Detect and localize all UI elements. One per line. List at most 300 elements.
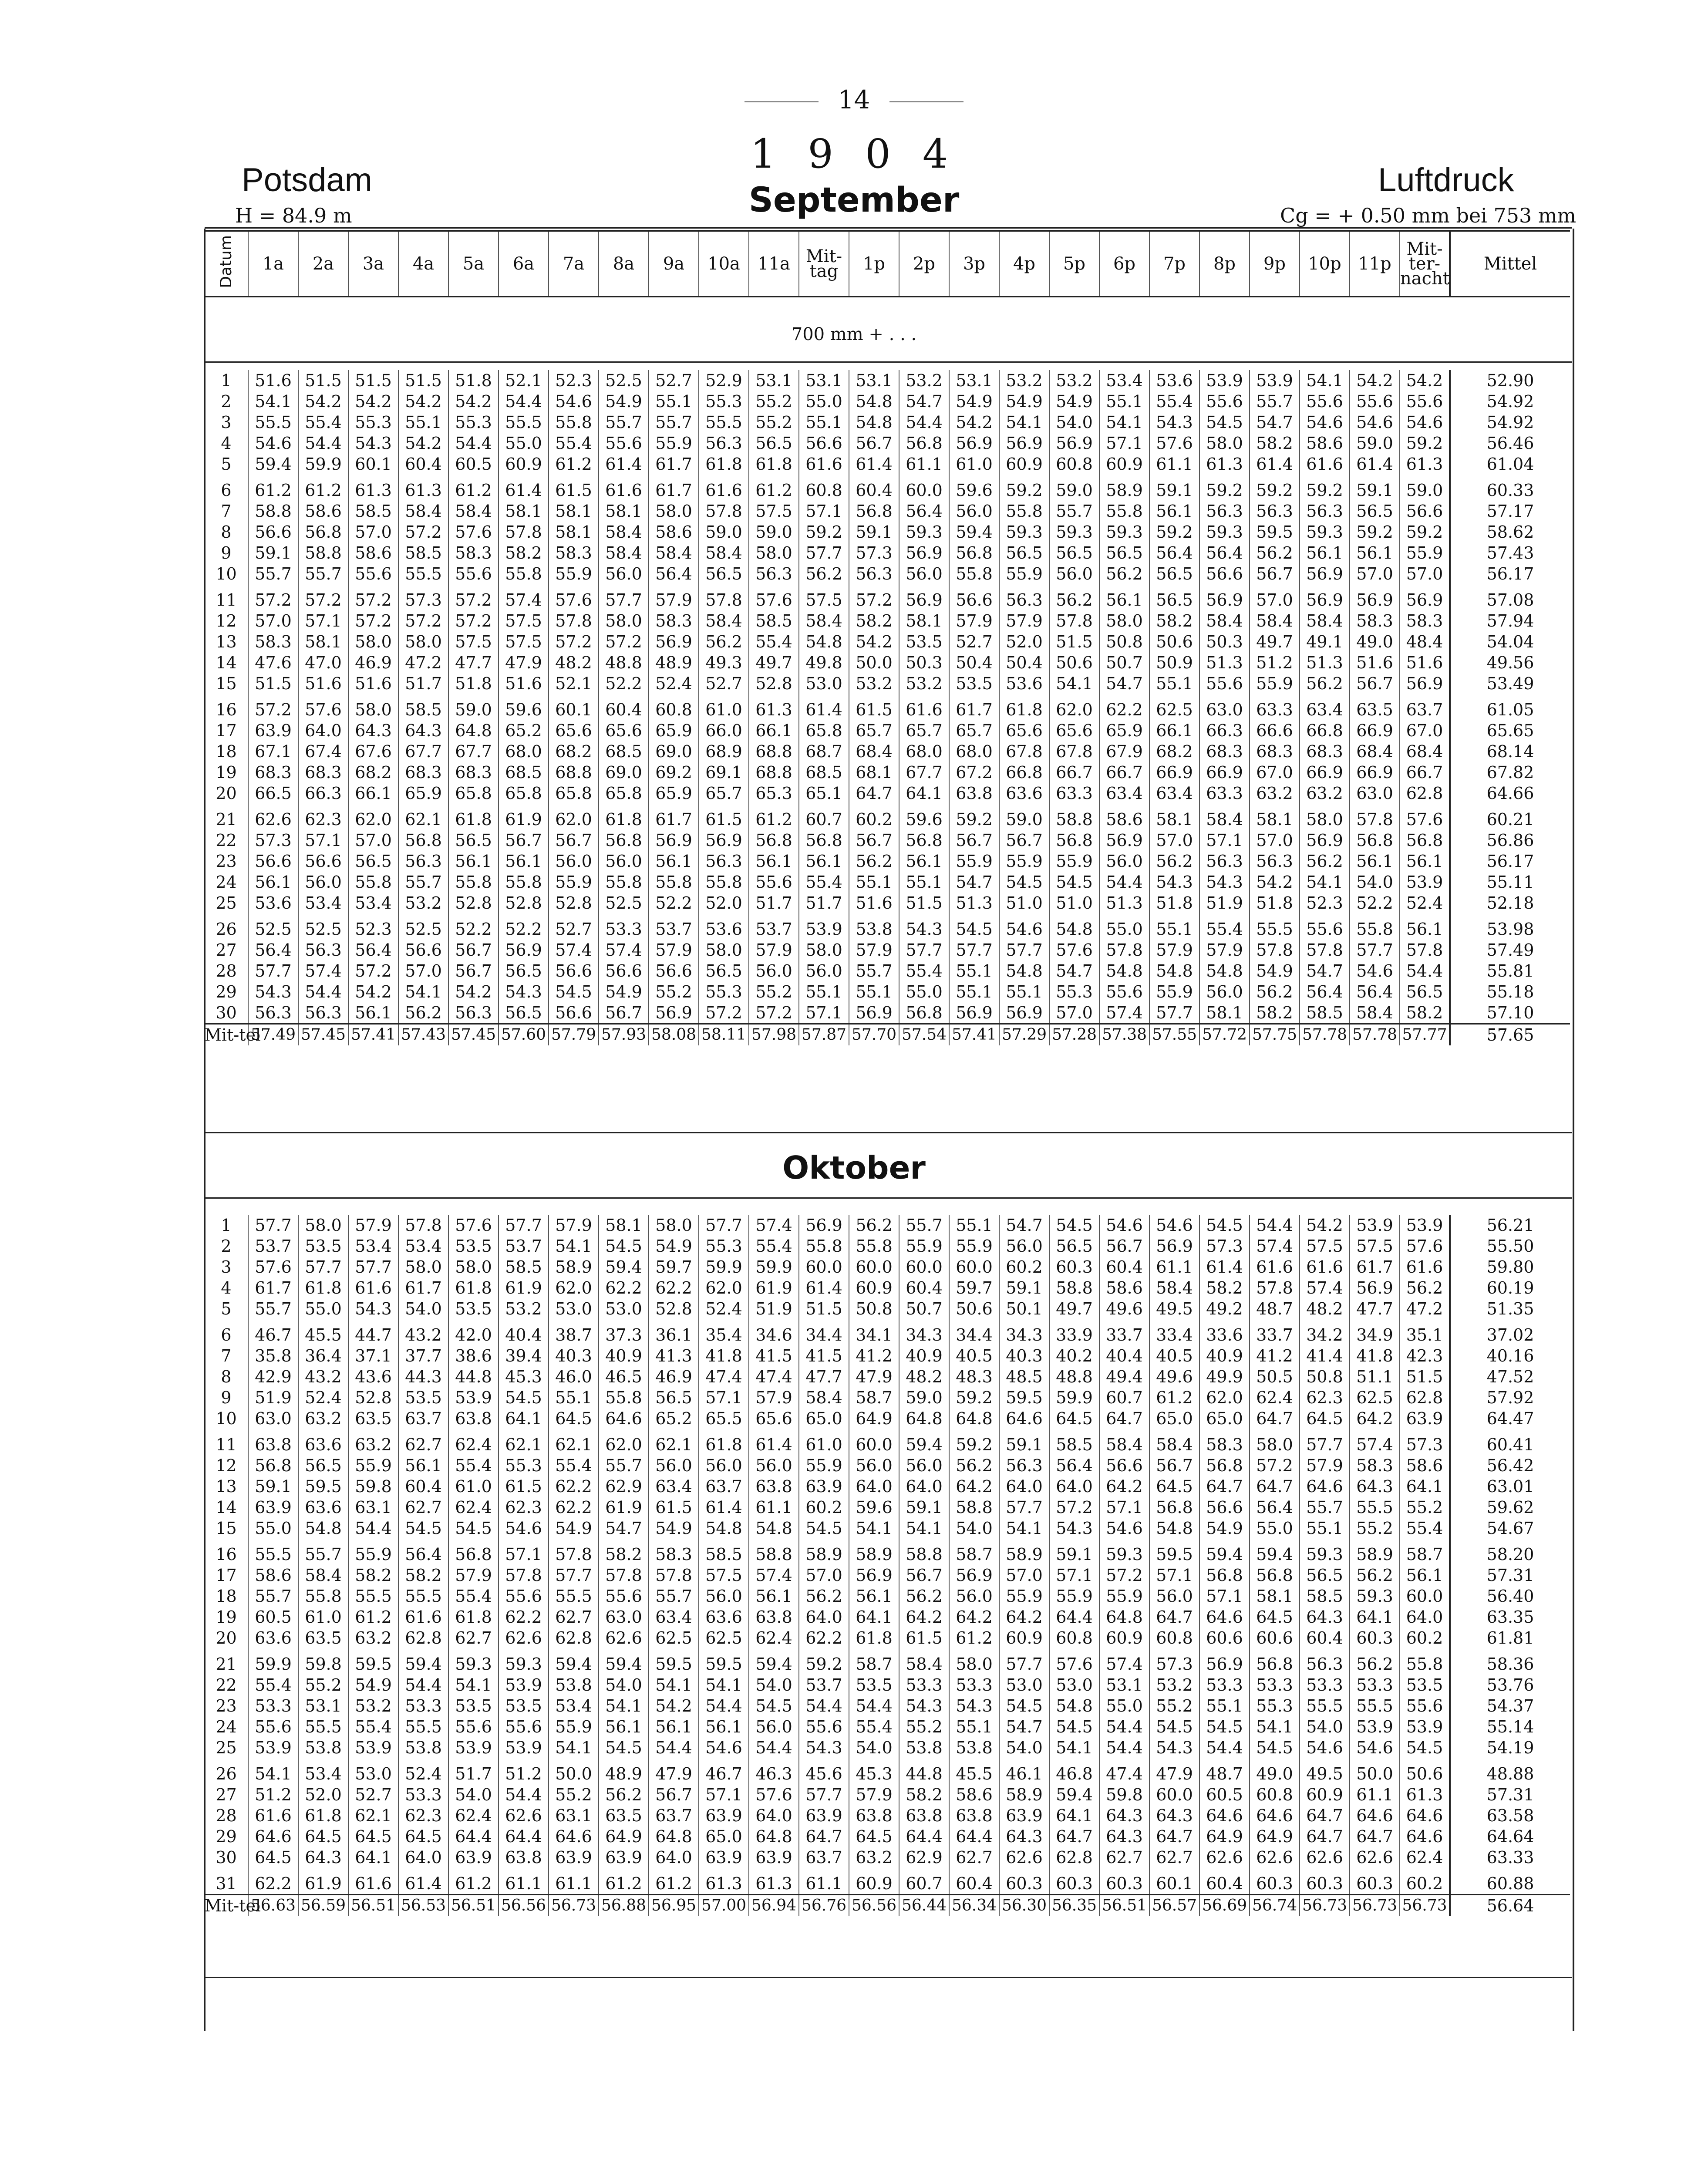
day-cell: 30 bbox=[216, 1848, 237, 1867]
value-cell: 68.3 bbox=[1250, 741, 1300, 762]
value-cell: 54.7 bbox=[999, 1215, 1049, 1236]
value-cell: 56.2 bbox=[1300, 673, 1350, 694]
value-cell: 69.1 bbox=[699, 762, 749, 783]
value-cell: 53.6 bbox=[999, 673, 1049, 694]
value-cell: 57.8 bbox=[1250, 1277, 1300, 1298]
value-cell: 60.0 bbox=[899, 480, 949, 501]
value-cell: 53.9 bbox=[499, 1737, 549, 1758]
value-cell: 53.9 bbox=[1400, 1215, 1450, 1236]
value-cell: 65.8 bbox=[799, 720, 849, 741]
value-cell: 58.6 bbox=[298, 501, 348, 522]
table-row bbox=[205, 1805, 1570, 1826]
value-cell: 56.9 bbox=[649, 830, 699, 851]
value-cell: 58.4 bbox=[1199, 809, 1250, 830]
value-cell: 58.1 bbox=[499, 501, 549, 522]
value-cell: 53.0 bbox=[549, 1298, 599, 1319]
value-cell: 63.3 bbox=[1049, 783, 1099, 804]
table-row bbox=[205, 1518, 1570, 1539]
value-cell: 59.5 bbox=[348, 1654, 398, 1675]
value-cell: 54.3 bbox=[949, 1695, 999, 1716]
value-cell: 59.5 bbox=[999, 1387, 1049, 1408]
value-cell: 57.8 bbox=[1300, 940, 1350, 960]
header-hour: 9p bbox=[1250, 231, 1300, 297]
day-cell: 8 bbox=[221, 522, 232, 542]
value-cell: 51.6 bbox=[298, 673, 348, 694]
value-cell: 56.3 bbox=[999, 1455, 1049, 1476]
value-cell: 56.9 bbox=[1350, 590, 1400, 610]
value-cell: 54.8 bbox=[799, 631, 849, 652]
value-cell: 64.2 bbox=[1350, 1408, 1400, 1429]
value-cell: 52.3 bbox=[348, 919, 398, 940]
value-cell: 62.5 bbox=[699, 1628, 749, 1648]
value-cell: 53.8 bbox=[298, 1737, 348, 1758]
value-cell: 54.4 bbox=[1199, 1737, 1250, 1758]
value-cell: 59.1 bbox=[849, 522, 899, 543]
value-cell: 54.0 bbox=[1049, 412, 1099, 433]
value-cell: 56.5 bbox=[1300, 1565, 1350, 1586]
value-cell: 55.5 bbox=[298, 1716, 348, 1737]
value-cell: 58.0 bbox=[1099, 610, 1149, 631]
value-cell: 50.6 bbox=[1400, 1763, 1450, 1784]
value-cell: 57.1 bbox=[1199, 830, 1250, 851]
value-cell: 58.6 bbox=[1099, 1277, 1149, 1298]
value-cell: 62.7 bbox=[549, 1607, 599, 1628]
value-cell: 64.1 bbox=[1350, 1607, 1400, 1628]
value-cell: 62.2 bbox=[549, 1476, 599, 1497]
value-cell: 55.5 bbox=[398, 1716, 448, 1737]
value-cell: 42.9 bbox=[248, 1366, 298, 1387]
value-cell: 54.9 bbox=[348, 1675, 398, 1695]
value-cell: 56.5 bbox=[348, 851, 398, 872]
value-cell: 64.6 bbox=[599, 1408, 649, 1429]
table-row bbox=[205, 673, 1570, 694]
value-cell: 55.6 bbox=[799, 1716, 849, 1737]
value-cell: 49.7 bbox=[1049, 1298, 1099, 1319]
value-cell: 54.8 bbox=[1149, 1518, 1199, 1539]
table-row bbox=[205, 919, 1570, 940]
value-cell: 54.4 bbox=[1099, 872, 1149, 893]
value-cell: 61.2 bbox=[549, 454, 599, 475]
value-cell: 61.5 bbox=[699, 809, 749, 830]
value-cell: 64.7 bbox=[1199, 1476, 1250, 1497]
value-cell: 59.9 bbox=[248, 1654, 298, 1675]
value-cell: 67.2 bbox=[949, 762, 999, 783]
value-cell: 54.1 bbox=[398, 981, 448, 1002]
hourly-mean-cell: 56.74 bbox=[1250, 1895, 1300, 1917]
value-cell: 60.4 bbox=[1300, 1628, 1350, 1648]
value-cell: 56.6 bbox=[398, 940, 448, 960]
value-cell: 63.1 bbox=[549, 1805, 599, 1826]
value-cell: 51.3 bbox=[1300, 652, 1350, 673]
value-cell: 54.5 bbox=[1400, 1737, 1450, 1758]
value-cell: 59.1 bbox=[999, 1277, 1049, 1298]
value-cell: 59.7 bbox=[949, 1277, 999, 1298]
value-cell: 41.2 bbox=[849, 1345, 899, 1366]
value-cell: 58.5 bbox=[1300, 1002, 1350, 1024]
table-row bbox=[205, 454, 1570, 475]
value-cell: 59.3 bbox=[1300, 1544, 1350, 1565]
day-cell: 5 bbox=[221, 1299, 232, 1318]
value-cell: 60.1 bbox=[348, 454, 398, 475]
value-cell: 59.3 bbox=[1300, 522, 1350, 543]
value-cell: 56.1 bbox=[749, 851, 799, 872]
value-cell: 56.6 bbox=[649, 960, 699, 981]
value-cell: 55.1 bbox=[1149, 919, 1199, 940]
value-cell: 56.0 bbox=[1099, 851, 1149, 872]
value-cell: 63.9 bbox=[1400, 1408, 1450, 1429]
daily-mean-cell: 55.11 bbox=[1450, 872, 1570, 893]
value-cell: 60.5 bbox=[448, 454, 499, 475]
day-cell: 7 bbox=[221, 1346, 232, 1365]
value-cell: 62.8 bbox=[1049, 1847, 1099, 1868]
value-cell: 61.1 bbox=[799, 1873, 849, 1895]
value-cell: 61.0 bbox=[799, 1434, 849, 1455]
value-cell: 59.6 bbox=[849, 1497, 899, 1518]
top-rule bbox=[205, 227, 1572, 229]
daily-mean-cell: 64.66 bbox=[1450, 783, 1570, 804]
value-cell: 57.4 bbox=[549, 940, 599, 960]
value-cell: 40.4 bbox=[1099, 1345, 1149, 1366]
value-cell: 57.2 bbox=[248, 699, 298, 720]
value-cell: 54.4 bbox=[1400, 960, 1450, 981]
value-cell: 57.1 bbox=[1149, 1565, 1199, 1586]
value-cell: 43.6 bbox=[348, 1366, 398, 1387]
value-cell: 53.3 bbox=[949, 1675, 999, 1695]
day-cell: 11 bbox=[216, 590, 237, 610]
value-cell: 69.2 bbox=[649, 762, 699, 783]
table-row bbox=[205, 1387, 1570, 1408]
unit-row: 700 mm + . . . bbox=[791, 324, 917, 344]
table-row bbox=[205, 1565, 1570, 1586]
value-cell: 53.2 bbox=[899, 370, 949, 391]
day-cell: 20 bbox=[216, 1628, 237, 1648]
value-cell: 51.2 bbox=[1250, 652, 1300, 673]
value-cell: 54.5 bbox=[599, 1236, 649, 1257]
hourly-mean-cell: 57.43 bbox=[398, 1024, 448, 1046]
value-cell: 65.0 bbox=[699, 1826, 749, 1847]
value-cell: 53.1 bbox=[749, 370, 799, 391]
value-cell: 61.4 bbox=[1350, 454, 1400, 475]
value-cell: 55.6 bbox=[248, 1716, 298, 1737]
value-cell: 57.2 bbox=[448, 590, 499, 610]
hourly-mean-cell: 56.76 bbox=[799, 1895, 849, 1917]
value-cell: 52.5 bbox=[248, 919, 298, 940]
value-cell: 53.9 bbox=[799, 919, 849, 940]
value-cell: 56.9 bbox=[899, 543, 949, 563]
value-cell: 56.6 bbox=[248, 851, 298, 872]
value-cell: 59.4 bbox=[248, 454, 298, 475]
value-cell: 60.5 bbox=[1199, 1784, 1250, 1805]
value-cell: 64.7 bbox=[799, 1826, 849, 1847]
table-row bbox=[205, 960, 1570, 981]
value-cell: 63.6 bbox=[248, 1628, 298, 1648]
value-cell: 56.3 bbox=[999, 590, 1049, 610]
daily-mean-cell: 60.19 bbox=[1450, 1277, 1570, 1298]
value-cell: 53.6 bbox=[699, 919, 749, 940]
value-cell: 61.0 bbox=[949, 454, 999, 475]
header-hour: 2p bbox=[899, 231, 949, 297]
column-header bbox=[205, 230, 1570, 297]
value-cell: 58.9 bbox=[1350, 1544, 1400, 1565]
value-cell: 61.2 bbox=[749, 480, 799, 501]
value-cell: 56.0 bbox=[1049, 563, 1099, 584]
value-cell: 64.5 bbox=[1149, 1476, 1199, 1497]
value-cell: 60.4 bbox=[599, 699, 649, 720]
daily-mean-cell: 61.81 bbox=[1450, 1628, 1570, 1648]
hourly-mean-cell: 56.73 bbox=[1300, 1895, 1350, 1917]
daily-mean-cell: 59.62 bbox=[1450, 1497, 1570, 1518]
value-cell: 63.7 bbox=[799, 1847, 849, 1868]
daily-mean-cell: 57.92 bbox=[1450, 1387, 1570, 1408]
value-cell: 61.7 bbox=[1350, 1257, 1400, 1277]
value-cell: 67.8 bbox=[1049, 741, 1099, 762]
value-cell: 53.9 bbox=[1350, 1215, 1400, 1236]
value-cell: 55.9 bbox=[348, 1544, 398, 1565]
value-cell: 63.9 bbox=[699, 1805, 749, 1826]
value-cell: 64.8 bbox=[448, 720, 499, 741]
value-cell: 64.1 bbox=[499, 1408, 549, 1429]
value-cell: 59.2 bbox=[949, 1434, 999, 1455]
value-cell: 54.4 bbox=[298, 433, 348, 454]
value-cell: 61.2 bbox=[1149, 1387, 1199, 1408]
value-cell: 66.9 bbox=[1350, 720, 1400, 741]
day-cell: 29 bbox=[216, 982, 237, 1001]
value-cell: 56.1 bbox=[1300, 543, 1350, 563]
value-cell: 62.0 bbox=[1199, 1387, 1250, 1408]
table-row bbox=[205, 522, 1570, 543]
value-cell: 46.9 bbox=[348, 652, 398, 673]
value-cell: 54.1 bbox=[849, 1518, 899, 1539]
value-cell: 63.2 bbox=[1300, 783, 1350, 804]
value-cell: 58.8 bbox=[1049, 809, 1099, 830]
value-cell: 56.7 bbox=[1149, 1455, 1199, 1476]
rule-left bbox=[745, 101, 819, 102]
value-cell: 55.2 bbox=[899, 1716, 949, 1737]
value-cell: 55.3 bbox=[448, 412, 499, 433]
table-row bbox=[205, 610, 1570, 631]
day-cell: 27 bbox=[216, 1785, 237, 1804]
table-row bbox=[205, 1628, 1570, 1648]
value-cell: 57.2 bbox=[398, 522, 448, 543]
value-cell: 60.8 bbox=[1149, 1628, 1199, 1648]
value-cell: 53.4 bbox=[348, 1236, 398, 1257]
value-cell: 59.9 bbox=[1049, 1387, 1099, 1408]
day-cell: 8 bbox=[221, 1367, 232, 1386]
value-cell: 57.7 bbox=[999, 1497, 1049, 1518]
value-cell: 64.5 bbox=[398, 1826, 448, 1847]
value-cell: 54.9 bbox=[1049, 391, 1099, 412]
table-row bbox=[205, 1586, 1570, 1607]
value-cell: 63.2 bbox=[849, 1847, 899, 1868]
value-cell: 52.0 bbox=[298, 1784, 348, 1805]
value-cell: 61.7 bbox=[649, 480, 699, 501]
value-cell: 64.3 bbox=[1300, 1607, 1350, 1628]
value-cell: 55.6 bbox=[1199, 391, 1250, 412]
value-cell: 48.7 bbox=[1199, 1763, 1250, 1784]
day-cell: 3 bbox=[221, 1257, 232, 1277]
value-cell: 59.1 bbox=[1049, 1544, 1099, 1565]
value-cell: 56.9 bbox=[1300, 590, 1350, 610]
value-cell: 54.0 bbox=[1350, 872, 1400, 893]
value-cell: 56.8 bbox=[899, 433, 949, 454]
day-cell: 22 bbox=[216, 831, 237, 850]
value-cell: 54.4 bbox=[1099, 1737, 1149, 1758]
hourly-mean-cell: 57.41 bbox=[949, 1024, 999, 1046]
value-cell: 53.5 bbox=[448, 1298, 499, 1319]
value-cell: 67.7 bbox=[398, 741, 448, 762]
value-cell: 52.8 bbox=[649, 1298, 699, 1319]
value-cell: 60.3 bbox=[1099, 1873, 1149, 1895]
value-cell: 63.9 bbox=[799, 1476, 849, 1497]
hourly-mean-cell: 57.72 bbox=[1199, 1024, 1250, 1046]
value-cell: 45.3 bbox=[499, 1366, 549, 1387]
value-cell: 57.8 bbox=[398, 1215, 448, 1236]
value-cell: 57.2 bbox=[398, 610, 448, 631]
value-cell: 55.9 bbox=[549, 872, 599, 893]
value-cell: 64.2 bbox=[999, 1607, 1049, 1628]
value-cell: 62.4 bbox=[749, 1628, 799, 1648]
value-cell: 60.4 bbox=[1099, 1257, 1149, 1277]
value-cell: 56.1 bbox=[348, 1002, 398, 1024]
value-cell: 57.1 bbox=[1099, 433, 1149, 454]
value-cell: 55.7 bbox=[899, 1215, 949, 1236]
day-cell: 9 bbox=[221, 1388, 232, 1407]
value-cell: 52.7 bbox=[348, 1784, 398, 1805]
value-cell: 55.9 bbox=[1250, 673, 1300, 694]
value-cell: 63.4 bbox=[1149, 783, 1199, 804]
value-cell: 62.3 bbox=[298, 809, 348, 830]
day-cell: 4 bbox=[221, 1278, 232, 1297]
value-cell: 55.7 bbox=[248, 1298, 298, 1319]
value-cell: 51.6 bbox=[499, 673, 549, 694]
value-cell: 57.1 bbox=[699, 1387, 749, 1408]
value-cell: 57.8 bbox=[649, 1565, 699, 1586]
value-cell: 37.7 bbox=[398, 1345, 448, 1366]
value-cell: 58.2 bbox=[1199, 1277, 1250, 1298]
value-cell: 56.1 bbox=[749, 1586, 799, 1607]
value-cell: 54.8 bbox=[1199, 960, 1250, 981]
value-cell: 65.3 bbox=[749, 783, 799, 804]
value-cell: 50.3 bbox=[1199, 631, 1250, 652]
value-cell: 54.9 bbox=[1250, 960, 1300, 981]
value-cell: 55.1 bbox=[949, 1215, 999, 1236]
value-cell: 57.0 bbox=[1250, 830, 1300, 851]
value-cell: 64.5 bbox=[549, 1408, 599, 1429]
value-cell: 52.4 bbox=[298, 1387, 348, 1408]
value-cell: 58.4 bbox=[1250, 610, 1300, 631]
value-cell: 56.3 bbox=[749, 563, 799, 584]
value-cell: 54.4 bbox=[1250, 1215, 1300, 1236]
hourly-mean-cell: 57.87 bbox=[799, 1024, 849, 1046]
header-hour: 8a bbox=[599, 231, 649, 297]
value-cell: 56.5 bbox=[1350, 501, 1400, 522]
value-cell: 61.9 bbox=[499, 809, 549, 830]
day-cell: 1 bbox=[221, 371, 232, 390]
monthly-mean-cell: 56.64 bbox=[1450, 1895, 1570, 1917]
daily-mean-cell: 54.37 bbox=[1450, 1695, 1570, 1716]
value-cell: 55.9 bbox=[649, 433, 699, 454]
value-cell: 55.4 bbox=[549, 433, 599, 454]
daily-mean-cell: 54.67 bbox=[1450, 1518, 1570, 1539]
day-cell: 2 bbox=[221, 1237, 232, 1256]
value-cell: 60.4 bbox=[849, 480, 899, 501]
day-cell: 23 bbox=[216, 1696, 237, 1715]
value-cell: 57.7 bbox=[799, 543, 849, 563]
value-cell: 67.8 bbox=[999, 741, 1049, 762]
value-cell: 57.7 bbox=[599, 590, 649, 610]
value-cell: 40.3 bbox=[549, 1345, 599, 1366]
value-cell: 56.7 bbox=[849, 433, 899, 454]
value-cell: 66.7 bbox=[1099, 762, 1149, 783]
value-cell: 55.4 bbox=[298, 412, 348, 433]
value-cell: 45.5 bbox=[949, 1763, 999, 1784]
value-cell: 49.6 bbox=[1149, 1366, 1199, 1387]
value-cell: 58.9 bbox=[999, 1784, 1049, 1805]
value-cell: 54.7 bbox=[1300, 960, 1350, 981]
value-cell: 41.2 bbox=[1250, 1345, 1300, 1366]
value-cell: 65.6 bbox=[549, 720, 599, 741]
value-cell: 55.0 bbox=[1099, 919, 1149, 940]
value-cell: 51.7 bbox=[799, 893, 849, 913]
value-cell: 65.6 bbox=[749, 1408, 799, 1429]
value-cell: 66.1 bbox=[749, 720, 799, 741]
value-cell: 54.0 bbox=[448, 1784, 499, 1805]
value-cell: 66.9 bbox=[1300, 762, 1350, 783]
value-cell: 58.5 bbox=[398, 699, 448, 720]
value-cell: 56.2 bbox=[1250, 543, 1300, 563]
value-cell: 55.3 bbox=[348, 412, 398, 433]
value-cell: 52.7 bbox=[699, 673, 749, 694]
value-cell: 53.6 bbox=[248, 893, 298, 913]
value-cell: 54.6 bbox=[699, 1737, 749, 1758]
value-cell: 56.7 bbox=[499, 830, 549, 851]
value-cell: 58.2 bbox=[1400, 1002, 1450, 1024]
daily-mean-cell: 64.64 bbox=[1450, 1826, 1570, 1847]
value-cell: 57.0 bbox=[1400, 563, 1450, 584]
value-cell: 66.7 bbox=[1049, 762, 1099, 783]
value-cell: 35.4 bbox=[699, 1324, 749, 1345]
value-cell: 60.7 bbox=[1099, 1387, 1149, 1408]
value-cell: 60.7 bbox=[899, 1873, 949, 1895]
value-cell: 57.0 bbox=[799, 1565, 849, 1586]
value-cell: 61.4 bbox=[499, 480, 549, 501]
value-cell: 67.0 bbox=[1250, 762, 1300, 783]
value-cell: 61.4 bbox=[799, 1277, 849, 1298]
value-cell: 49.0 bbox=[1250, 1763, 1300, 1784]
value-cell: 65.8 bbox=[599, 783, 649, 804]
value-cell: 61.8 bbox=[849, 1628, 899, 1648]
value-cell: 58.4 bbox=[799, 1387, 849, 1408]
header-hour: 5a bbox=[448, 231, 499, 297]
hourly-mean-cell: 56.59 bbox=[298, 1895, 348, 1917]
value-cell: 53.1 bbox=[799, 370, 849, 391]
value-cell: 55.7 bbox=[1300, 1497, 1350, 1518]
value-cell: 56.6 bbox=[549, 960, 599, 981]
value-cell: 61.8 bbox=[448, 809, 499, 830]
value-cell: 56.5 bbox=[298, 1455, 348, 1476]
value-cell: 60.3 bbox=[1300, 1873, 1350, 1895]
value-cell: 63.8 bbox=[749, 1476, 799, 1497]
value-cell: 61.4 bbox=[398, 1873, 448, 1895]
value-cell: 58.3 bbox=[1199, 1434, 1250, 1455]
value-cell: 55.8 bbox=[699, 872, 749, 893]
value-cell: 61.6 bbox=[799, 454, 849, 475]
gravity-correction: Cg = + 0.50 mm bei 753 mm bbox=[1280, 204, 1577, 227]
value-cell: 57.9 bbox=[749, 1387, 799, 1408]
value-cell: 54.5 bbox=[749, 1695, 799, 1716]
value-cell: 58.0 bbox=[448, 1257, 499, 1277]
value-cell: 56.8 bbox=[1350, 830, 1400, 851]
